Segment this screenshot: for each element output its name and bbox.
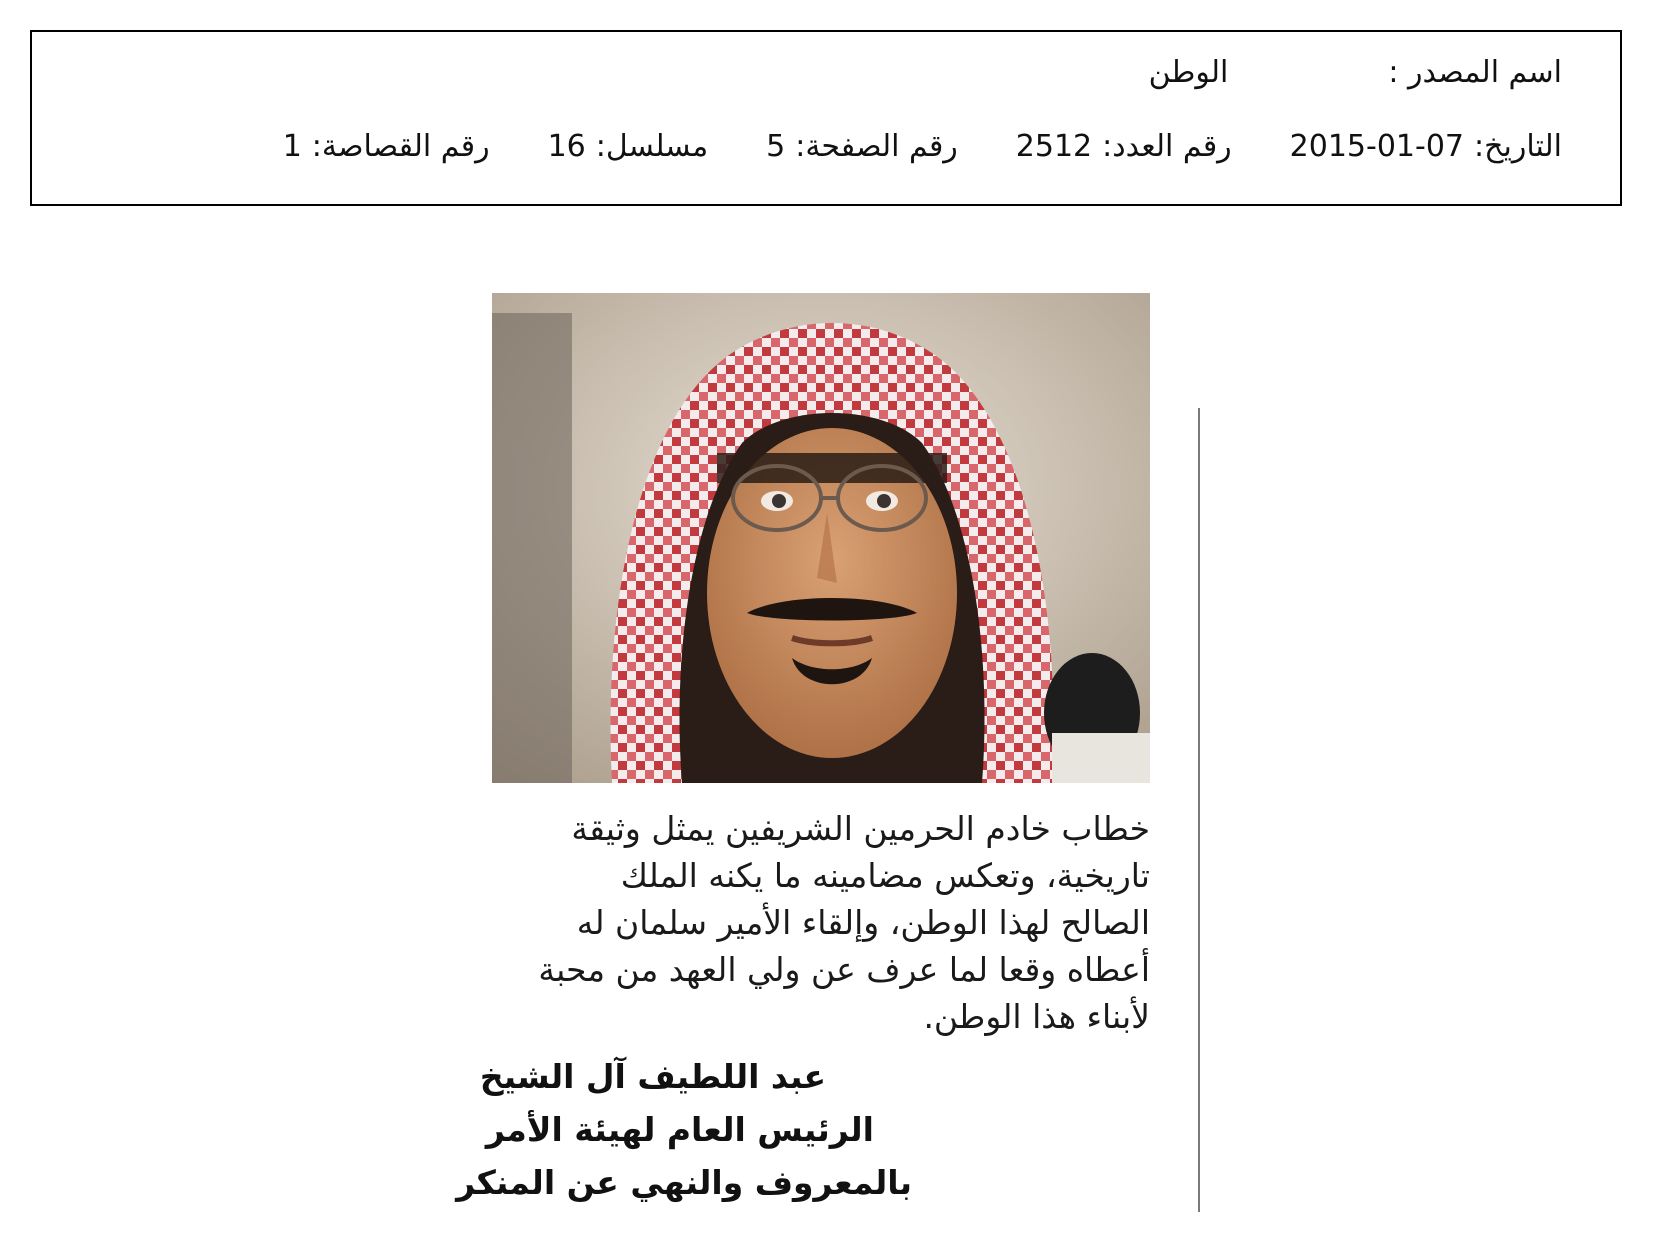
header-row-source bbox=[72, 52, 1562, 92]
page-value: 5 bbox=[766, 128, 786, 164]
serial-field bbox=[548, 129, 709, 164]
quote-line: أعطاه وقعا لما عرف عن ولي العهد من محبة bbox=[538, 950, 1150, 989]
issue-field bbox=[1016, 129, 1232, 164]
author-title-line2: بالمعروف والنهي عن المنكر bbox=[456, 1163, 912, 1202]
clipping-header bbox=[30, 30, 1622, 206]
author-title-line1: الرئيس العام لهيئة الأمر bbox=[485, 1110, 874, 1149]
issue-label: رقم العدد: bbox=[1102, 128, 1232, 164]
author-block bbox=[456, 1050, 912, 1209]
source-label: اسم المصدر : bbox=[1388, 54, 1562, 90]
author-name: عبد اللطيف آل الشيخ bbox=[479, 1057, 826, 1096]
source-field bbox=[1149, 55, 1562, 90]
page-label: رقم الصفحة: bbox=[795, 128, 958, 164]
quote-line: تاريخية، وتعكس مضامينه ما يكنه الملك bbox=[620, 856, 1150, 895]
quote-text bbox=[520, 805, 1150, 1040]
clip-field bbox=[283, 129, 490, 164]
quote-line: لأبناء هذا الوطن. bbox=[923, 997, 1150, 1036]
clip-label: رقم القصاصة: bbox=[311, 128, 490, 164]
issue-value: 2512 bbox=[1015, 128, 1093, 164]
serial-value: 16 bbox=[547, 128, 586, 164]
date-label: التاريخ: bbox=[1474, 128, 1562, 164]
source-value: الوطن bbox=[1148, 54, 1229, 90]
quote-line: خطاب خادم الحرمين الشريفين يمثل وثيقة bbox=[571, 809, 1150, 848]
column-divider bbox=[1198, 408, 1200, 1212]
header-row-meta bbox=[72, 126, 1562, 166]
date-value: 2015-01-07 bbox=[1289, 128, 1465, 164]
portrait-photo bbox=[492, 293, 1150, 783]
page-field bbox=[766, 129, 958, 164]
clip-value: 1 bbox=[282, 128, 302, 164]
date-field bbox=[1290, 129, 1562, 164]
quote-line: الصالح لهذا الوطن، وإلقاء الأمير سلمان له bbox=[576, 903, 1150, 942]
serial-label: مسلسل: bbox=[595, 128, 709, 164]
